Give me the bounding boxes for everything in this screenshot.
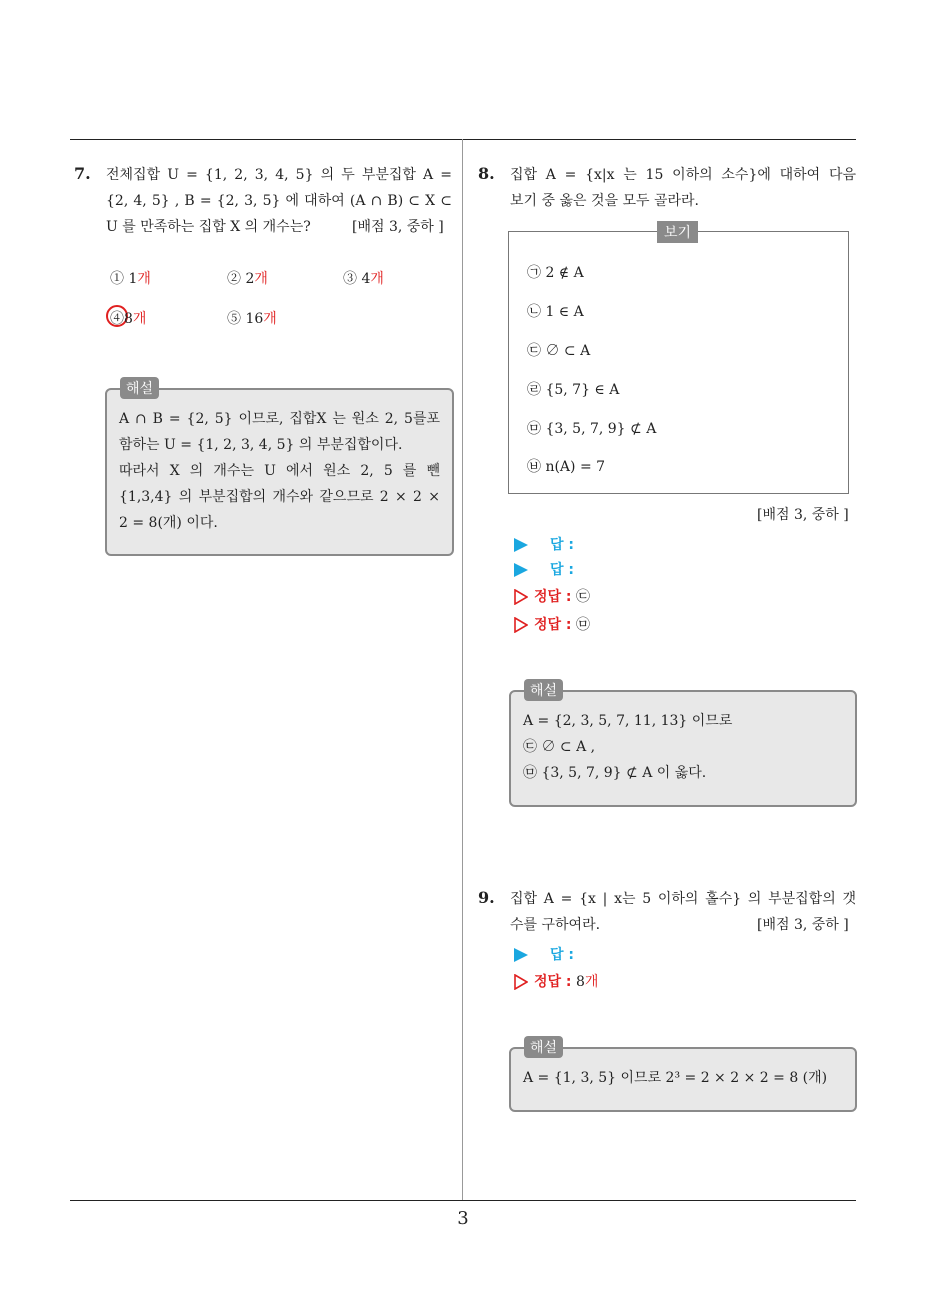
answer-label: 답 : bbox=[550, 537, 574, 553]
correct-label: 정답 : bbox=[534, 617, 572, 633]
choice-unit: 개 bbox=[137, 271, 151, 287]
solution-tag: 해설 bbox=[120, 377, 159, 399]
correct-answer-row bbox=[514, 612, 590, 638]
solution-line: A = {2, 3, 5, 7, 11, 13} 이므로 bbox=[523, 713, 733, 729]
bottom-rule bbox=[70, 1200, 856, 1201]
answer-label: 답 : bbox=[550, 947, 574, 963]
question-number: 9. bbox=[478, 888, 495, 907]
score-label: [배점 3, 중하 ] bbox=[757, 507, 849, 523]
choice-mark: ⑤ bbox=[227, 311, 241, 327]
correct-label: 정답 : bbox=[534, 974, 572, 990]
bogi-tag: 보기 bbox=[657, 221, 698, 243]
question-text-line: 보기 중 옳은 것을 모두 골라라. bbox=[510, 193, 699, 209]
choice-number: 4 bbox=[361, 271, 371, 287]
bogi-item: ㉢ ∅ ⊂ A bbox=[527, 343, 591, 359]
play-arrow-icon bbox=[514, 563, 528, 577]
solution-line: A ∩ B = {2, 5} 이므로, 집합X 는 원소 2, 5를포 bbox=[119, 411, 440, 427]
solution-line: 2 = 8(개) 이다. bbox=[119, 515, 218, 531]
choice-mark: ④ bbox=[110, 311, 124, 327]
bogi-item: ㉠ 2 ∉ A bbox=[527, 265, 584, 281]
question-text-line: 집합 A = {x|x 는 15 이하의 소수}에 대하여 다음 bbox=[510, 167, 856, 183]
correct-value: ㉤ bbox=[575, 617, 590, 633]
bogi-item: ㉣ {5, 7} ∈ A bbox=[527, 382, 620, 398]
choice-unit: 개 bbox=[254, 271, 268, 287]
choice-number: 1 bbox=[128, 271, 138, 287]
solution-line: ㉤ {3, 5, 7, 9} ⊄ A 이 옳다. bbox=[523, 765, 707, 781]
choice-mark: ③ bbox=[343, 271, 357, 287]
choice-2[interactable] bbox=[227, 268, 268, 288]
solution-tag: 해설 bbox=[524, 1036, 563, 1058]
correct-unit: 개 bbox=[584, 974, 599, 990]
choice-5[interactable] bbox=[227, 308, 277, 328]
solution-tag: 해설 bbox=[524, 679, 563, 701]
solution-line: 따라서 X 의 개수는 U 에서 원소 2, 5 를 뺀 bbox=[119, 463, 440, 479]
answer-label: 답 : bbox=[550, 562, 574, 578]
play-arrow-icon bbox=[514, 538, 528, 552]
solution-line: 함하는 U = {1, 2, 3, 4, 5} 의 부분집합이다. bbox=[119, 437, 403, 453]
outline-arrow-icon bbox=[514, 617, 528, 633]
score-label: [배점 3, 중하 ] bbox=[757, 917, 849, 933]
answer-row[interactable] bbox=[514, 557, 574, 583]
correct-answer-row bbox=[514, 584, 590, 610]
column-divider bbox=[462, 139, 463, 1201]
solution-line: A = {1, 3, 5} 이므로 2³ = 2 × 2 × 2 = 8 (개) bbox=[523, 1070, 828, 1086]
solution-line: {1,3,4} 의 부분집합의 개수와 같으므로 2 × 2 × bbox=[119, 489, 440, 505]
choice-mark: ① bbox=[110, 271, 124, 287]
play-arrow-icon bbox=[514, 948, 528, 962]
answer-row[interactable] bbox=[514, 532, 574, 558]
solution-line: ㉢ ∅ ⊂ A , bbox=[523, 739, 596, 755]
correct-label: 정답 : bbox=[534, 589, 572, 605]
choice-number: 2 bbox=[245, 271, 255, 287]
choice-mark: ② bbox=[227, 271, 241, 287]
correct-answer-row bbox=[514, 969, 598, 995]
choice-number: 8 bbox=[124, 311, 133, 327]
top-rule bbox=[70, 139, 856, 140]
choice-3[interactable] bbox=[343, 268, 384, 288]
correct-value: 8 bbox=[575, 974, 585, 990]
score-label: [배점 3, 중하 ] bbox=[352, 219, 444, 235]
outline-arrow-icon bbox=[514, 589, 528, 605]
choice-number: 16 bbox=[245, 311, 264, 327]
outline-arrow-icon bbox=[514, 974, 528, 990]
page-number: 3 bbox=[457, 1208, 469, 1229]
bogi-item: ㉥ n(A) = 7 bbox=[527, 459, 606, 475]
choice-1[interactable] bbox=[110, 268, 151, 288]
bogi-item: ㉤ {3, 5, 7, 9} ⊄ A bbox=[527, 421, 657, 437]
answer-row[interactable] bbox=[514, 942, 574, 968]
question-number: 7. bbox=[74, 164, 91, 183]
choice-4[interactable] bbox=[110, 308, 146, 328]
choice-unit: 개 bbox=[132, 311, 147, 327]
question-text-line: 전체집합 U = {1, 2, 3, 4, 5} 의 두 부분집합 A = bbox=[106, 167, 452, 183]
question-text-line: 집합 A = {x | x는 5 이하의 홀수} 의 부분집합의 갯 bbox=[510, 891, 856, 907]
question-text-line: 수를 구하여라. bbox=[510, 917, 601, 933]
bogi-item: ㉡ 1 ∈ A bbox=[527, 304, 584, 320]
question-number: 8. bbox=[478, 164, 495, 183]
question-text-line: U 를 만족하는 집합 X 의 개수는? bbox=[106, 219, 311, 235]
choice-unit: 개 bbox=[370, 271, 384, 287]
choice-unit: 개 bbox=[263, 311, 277, 327]
correct-value: ㉢ bbox=[575, 589, 590, 605]
question-text-line: {2, 4, 5} , B = {2, 3, 5} 에 대하여 (A ∩ B) ⊂ X ⊂ bbox=[106, 193, 452, 209]
